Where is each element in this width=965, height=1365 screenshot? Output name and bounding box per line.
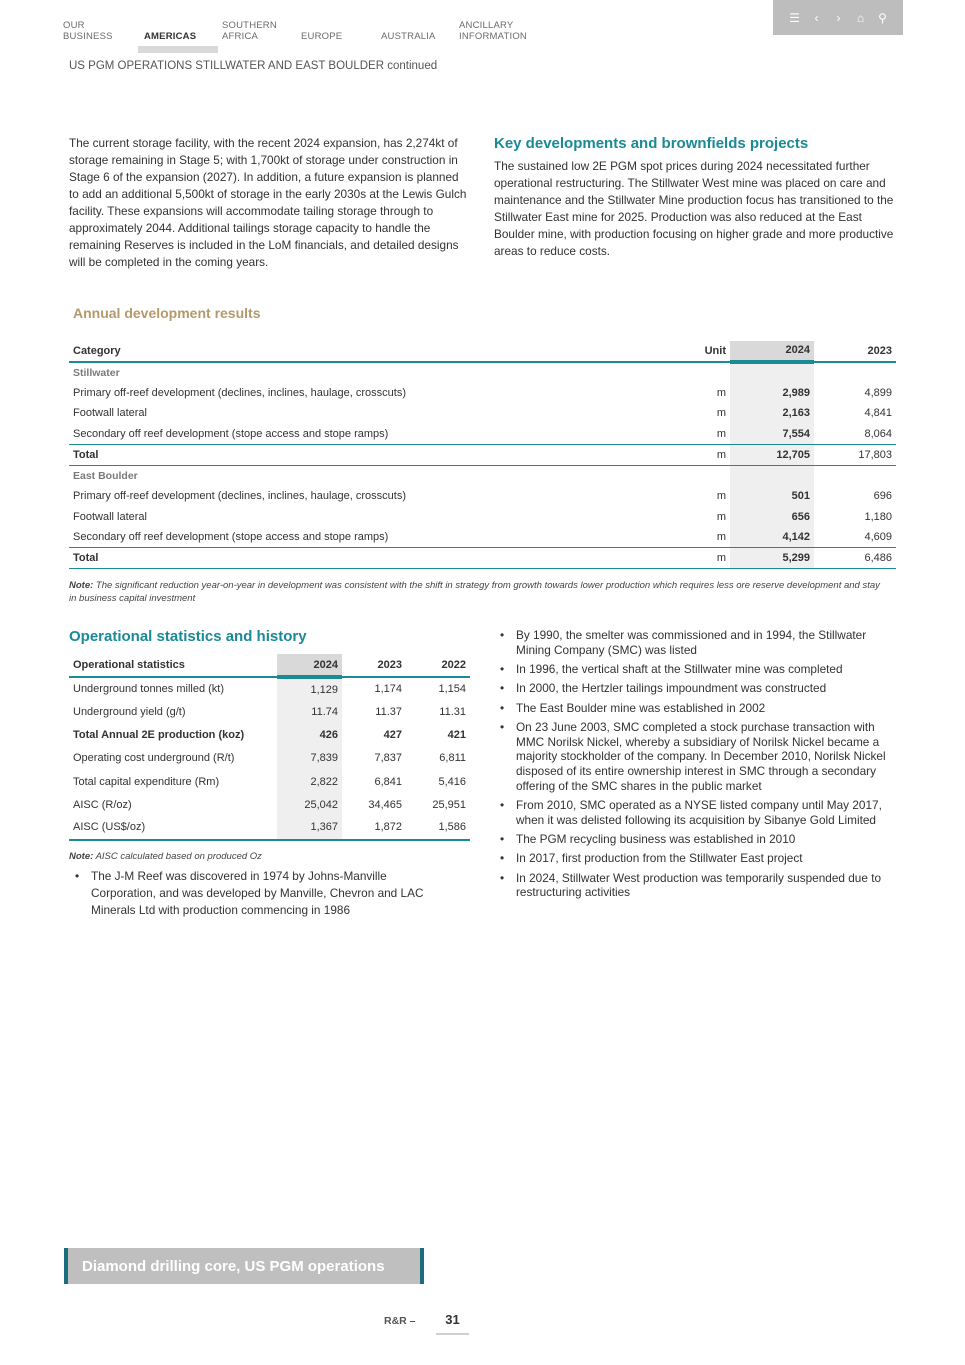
row-2022: 11.31: [439, 705, 466, 718]
table-row: [69, 677, 470, 700]
col-2023: 2023: [814, 341, 896, 362]
row-2023: 4,609: [864, 531, 892, 544]
nav-label: AUSTRALIA: [381, 31, 436, 42]
total-2023: 17,803: [814, 444, 896, 465]
table-row: [69, 382, 896, 403]
key-developments-paragraph: The sustained low 2E PGM spot prices during 2024 necessitated further operational restructuring. The Stillwater West mine was placed on care and maintenance and the Stillwater Mine production focus has transitioned to the Stillwater East mine for 2025. Production was also reduced at the East Boulder mine, with production focusing on higher grade and more productive areas to reduce costs.: [494, 159, 894, 258]
chevron-right-icon[interactable]: ›: [836, 10, 841, 25]
row-label: AISC (R/oz): [73, 798, 132, 811]
subhead-main: US PGM OPERATIONS STILLWATER AND EAST BOULDER: [69, 60, 385, 72]
row-label: Total Annual 2E production (koz): [73, 729, 245, 742]
row-label: Total capital expenditure (Rm): [73, 775, 220, 788]
row-2024: 426: [277, 724, 342, 747]
row-2024: 11.74: [277, 700, 342, 723]
footer-label: R&R –: [384, 1315, 416, 1327]
total-row: [69, 444, 896, 465]
table-row: [69, 816, 470, 839]
row-2022: 5,416: [438, 775, 466, 788]
total-2023: 6,486: [814, 548, 896, 569]
row-2022: 6,811: [439, 752, 466, 765]
total-unit: m: [660, 548, 730, 569]
page-number: 31: [436, 1312, 469, 1335]
row-label: Footwall lateral: [73, 510, 147, 523]
search-icon[interactable]: ⚲: [878, 10, 887, 25]
list-item: • In 2000, the Hertzler tailings impoundment was constructed: [494, 681, 894, 696]
group-row: [69, 362, 896, 383]
table-row: [69, 724, 470, 747]
history-list-right: [494, 628, 894, 905]
row-2024: 656: [730, 507, 814, 528]
menu-icon[interactable]: ☰: [789, 10, 800, 25]
row-2024: 2,989: [730, 382, 814, 403]
nav-europe[interactable]: [301, 31, 342, 42]
row-2023: 427: [383, 729, 402, 742]
row-2023: 4,841: [864, 407, 892, 420]
row-2022: 1,586: [406, 816, 470, 839]
row-2024: 1,129: [277, 677, 342, 700]
nav-americas[interactable]: [144, 31, 196, 42]
nav-label-line2: INFORMATION: [459, 31, 527, 42]
annual-development-heading: Annual development results: [73, 305, 261, 321]
row-unit: m: [716, 386, 726, 399]
row-2024: 7,554: [730, 424, 814, 445]
row-2023: 34,465: [368, 798, 402, 811]
row-unit: m: [716, 427, 726, 440]
list-item: • The PGM recycling business was established in 2010: [494, 832, 894, 847]
list-item: • The J-M Reef was discovered in 1974 by Johns-Manville Corporation, and was developed by Manville, Chevron and LAC Minerals Ltd with production commencing in 1986: [69, 868, 454, 919]
storage-paragraph: The current storage facility, with the recent 2024 expansion, has 2,274kt of storage remaining in Stage 5; with 1,700kt of storage under construction in Stage 6 of the expansion (2027). In addition, a future expansion is planned to add an additional 5,500kt of storage in the early 2030s at the Lewis Gulch facility. These expansions will accommodate tailing storage through to approximately 2044. Additional tailings storage capacity to handle the remaining Reserves is included in the LoM financials, and detailed designs will be completed in the coming years.: [69, 136, 467, 269]
row-2023: 6,841: [374, 775, 402, 788]
table-header-row: [69, 341, 896, 362]
row-unit: m: [716, 407, 726, 420]
row-2023: 4,899: [864, 386, 892, 399]
row-label: Footwall lateral: [73, 407, 147, 420]
nav-label-line1: OUR: [63, 20, 85, 31]
row-unit: m: [716, 490, 726, 503]
nav-label: AMERICAS: [144, 31, 197, 42]
home-icon[interactable]: ⌂: [856, 10, 865, 25]
nav-label-line2: BUSINESS: [63, 31, 113, 42]
operational-statistics-heading: Operational statistics and history: [69, 628, 307, 645]
table-row: [69, 403, 896, 424]
col-unit: Unit: [660, 341, 730, 362]
nav-label-line1: ANCILLARY: [459, 20, 514, 31]
row-label: Secondary off reef development (stope access and stope ramps): [73, 531, 389, 544]
total-label: Total: [69, 444, 660, 465]
row-label: Primary off-reef development (declines, inclines, haulage, crosscuts): [73, 490, 407, 503]
table-row: [69, 793, 470, 816]
list-item: • The East Boulder mine was established in 2002: [494, 701, 894, 716]
row-2024: 4,142: [730, 527, 814, 548]
row-2022: 25,951: [432, 798, 466, 811]
table-row: [69, 527, 896, 548]
total-row: [69, 548, 896, 569]
table-row: [69, 747, 470, 770]
note-label: Note:: [69, 580, 94, 591]
group-name: East Boulder: [73, 469, 138, 482]
top-navigation: [0, 0, 965, 60]
row-2023: 1,180: [864, 510, 892, 523]
row-2024: 25,042: [277, 793, 342, 816]
row-2023: 11.37: [375, 705, 402, 718]
list-item: • On 23 June 2003, SMC completed a stock purchase transaction with MMC Norilsk Nickel, whereby a subsidiary of Norilsk Nickel became a majority stockholder of the company. In December 2010, Norilsk Nickel disposed of its entire ownership interest in SMC through a secondary offering of the SMC shares in the public market: [494, 720, 894, 793]
total-2024: 5,299: [730, 548, 814, 569]
toolbar: [773, 0, 903, 35]
row-2024: 1,367: [277, 816, 342, 839]
nav-southern-africa[interactable]: [222, 20, 277, 42]
chevron-left-icon[interactable]: ‹: [814, 10, 819, 25]
row-label: Primary off-reef development (declines, inclines, haulage, crosscuts): [73, 386, 407, 399]
total-2024: 12,705: [730, 444, 814, 465]
empty-cell: [660, 465, 730, 486]
row-2024: 2,822: [277, 770, 342, 793]
list-item: • In 1996, the vertical shaft at the Stillwater mine was completed: [494, 662, 894, 677]
nav-active-indicator: [138, 46, 218, 53]
row-2024: 501: [730, 486, 814, 507]
nav-australia[interactable]: [381, 31, 436, 42]
row-unit: m: [716, 531, 726, 544]
row-2023: 7,837: [374, 752, 402, 765]
row-2023: 1,872: [342, 816, 406, 839]
table-row: [69, 507, 896, 528]
table-row: [69, 700, 470, 723]
total-unit: m: [660, 444, 730, 465]
photo-caption-button[interactable]: [64, 1248, 424, 1284]
col-label: Operational statistics: [69, 654, 277, 677]
key-developments-heading: Key developments and brownfields projects: [494, 135, 809, 152]
row-2023: 1,174: [374, 683, 402, 696]
note-text: AISC calculated based on produced Oz: [95, 851, 262, 862]
history-list-left: [69, 868, 454, 924]
nav-our-business[interactable]: [63, 20, 113, 42]
row-label: Operating cost underground (R/t): [73, 752, 235, 765]
empty-cell: [730, 465, 814, 486]
table-header-row: [69, 654, 470, 677]
list-item: • In 2024, Stillwater West production was temporarily suspended due to restructuring activities: [494, 871, 894, 900]
row-label: AISC (US$/oz): [69, 816, 277, 839]
list-item: • By 1990, the smelter was commissioned and in 1994, the Stillwater Mining Company (SMC) was listed: [494, 628, 894, 657]
row-2022: 421: [447, 729, 466, 742]
note-text: The significant reduction year-on-year in development was consistent with the shift in strategy from growth towards lower production which requires less ore reserve development and stay in business capital investment: [69, 580, 880, 604]
total-label: Total: [69, 548, 660, 569]
table-row: [69, 770, 470, 793]
row-label: Secondary off reef development (stope access and stope ramps): [73, 427, 389, 440]
row-2024: 2,163: [730, 403, 814, 424]
list-item: • From 2010, SMC operated as a NYSE listed company until May 2017, when it was delisted following its acquisition by Sibanye Gold Limited: [494, 798, 894, 827]
empty-cell: [660, 362, 730, 383]
empty-cell: [814, 465, 896, 486]
annual-development-table: [69, 341, 896, 569]
table-row: [69, 424, 896, 445]
row-2022: 1,154: [438, 683, 466, 696]
note-label: Note:: [69, 851, 94, 862]
nav-ancillary-information[interactable]: [459, 20, 527, 42]
operational-statistics-note: [69, 850, 469, 863]
list-item: • In 2017, first production from the Stillwater East project: [494, 851, 894, 866]
group-name: Stillwater: [73, 366, 120, 379]
col-2023: 2023: [342, 654, 406, 677]
row-label: Underground yield (g/t): [73, 705, 186, 718]
subhead-continued: continued: [387, 60, 438, 72]
operational-statistics-table: [69, 654, 470, 841]
col-category: Category: [69, 341, 660, 362]
row-2024: 7,839: [277, 747, 342, 770]
group-row: [69, 465, 896, 486]
col-2024: 2024: [277, 654, 342, 677]
nav-label-line1: SOUTHERN: [222, 20, 277, 31]
row-2023: 696: [873, 490, 892, 503]
row-2023: 8,064: [864, 427, 892, 440]
row-unit: m: [716, 510, 726, 523]
row-label: Underground tonnes milled (kt): [73, 683, 225, 696]
empty-cell: [730, 362, 814, 383]
col-2022: 2022: [406, 654, 470, 677]
nav-label: EUROPE: [301, 31, 343, 42]
col-2024: 2024: [730, 341, 814, 362]
nav-label-line2: AFRICA: [222, 31, 259, 42]
caption-label: Diamond drilling core, US PGM operations: [82, 1257, 385, 1275]
empty-cell: [814, 362, 896, 383]
section-subheading: [69, 60, 437, 72]
annual-development-note: [69, 579, 889, 605]
table-row: [69, 486, 896, 507]
